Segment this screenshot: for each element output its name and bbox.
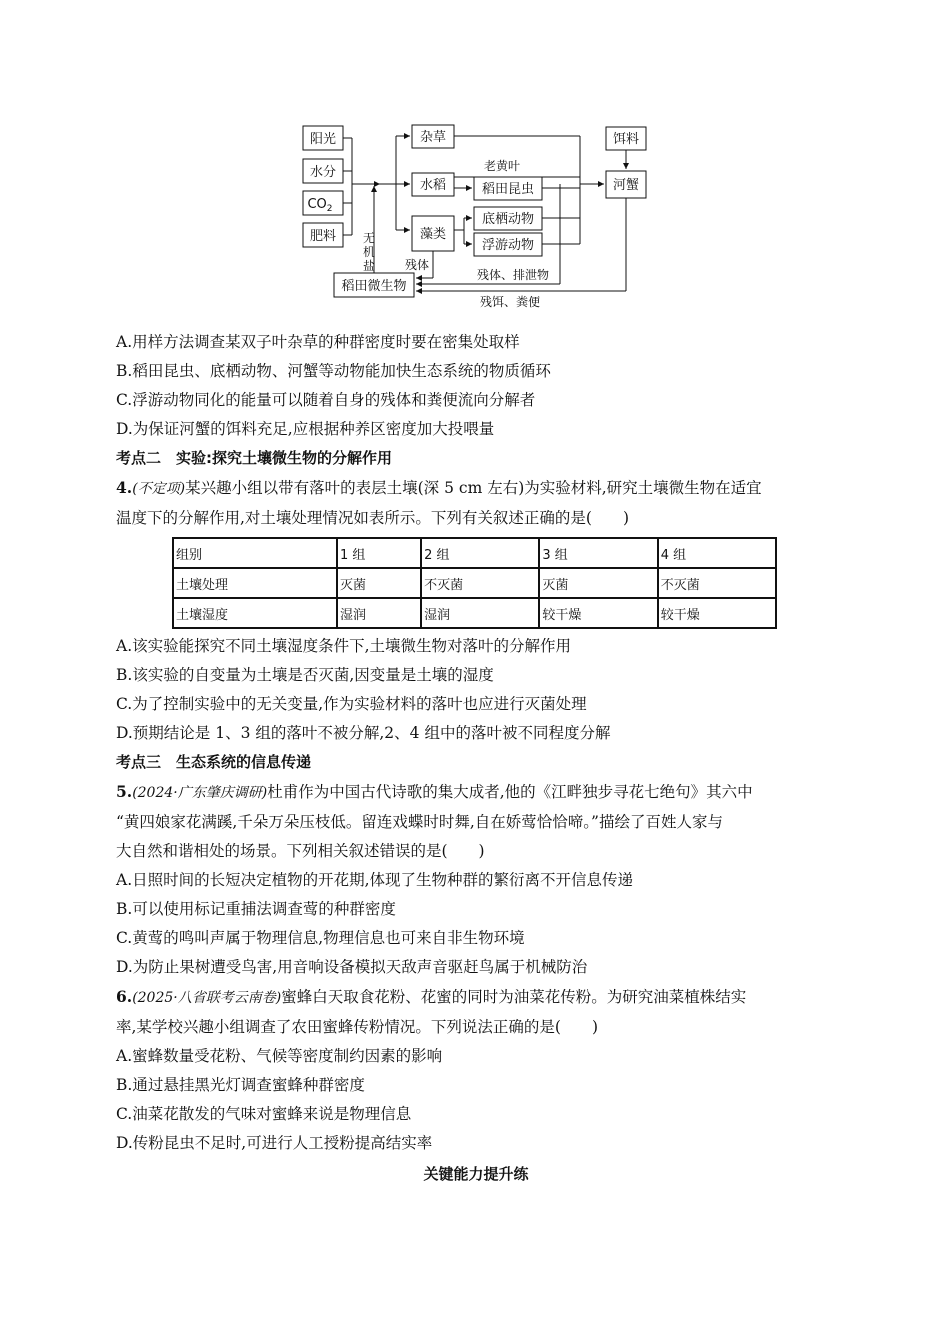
question-content — [116, 328, 836, 1189]
q5-option-b: B.可以使用标记重捕法调查莺的种群密度 — [116, 900, 396, 918]
q5-source: (2024·广东肇庆调研) — [132, 785, 268, 801]
q4-option-b: B.该实验的自变量为土壤是否灭菌,因变量是土壤的湿度 — [116, 666, 494, 684]
q6-stem-2: 率,某学校兴趣小组调查了农田蜜蜂传粉情况。下列说法正确的是( ) — [116, 1018, 599, 1036]
q4-stem-2: 温度下的分解作用,对土壤处理情况如表所示。下列有关叙述正确的是( ) — [116, 509, 630, 527]
q5-stem-2: “黄四娘家花满蹊,千朵万朵压枝低。留连戏蝶时时舞,自在娇莺恰恰啼。”描绘了百姓人家与 — [116, 813, 723, 831]
q4-source: (不定项) — [132, 481, 186, 497]
producer-algae: 藻类 — [419, 227, 447, 242]
table-cell: 组别 — [173, 538, 337, 568]
input-water: 水分 — [309, 165, 337, 180]
q4-stem-1 — [116, 473, 836, 504]
q4-number: 4. — [116, 478, 133, 497]
table-cell: 灭菌 — [539, 568, 657, 598]
q3-option-d: D.为保证河蟹的饵料充足,应根据种养区密度加大投喂量 — [116, 420, 495, 438]
microbe-box: 稻田微生物 — [341, 279, 407, 294]
q5-option-a: A.日照时间的长短决定植物的开花期,体现了生物种群的繁衍离不开信息传递 — [116, 871, 634, 889]
consumer-benthic: 底栖动物 — [481, 212, 535, 227]
crab-box: 河蟹 — [612, 178, 640, 193]
label-leftover-feces: 残饵、粪便 — [479, 295, 541, 309]
q3-option-b: B.稻田昆虫、底栖动物、河蟹等动物能加快生态系统的物质循环 — [116, 362, 551, 380]
table-cell: 湿润 — [421, 598, 539, 628]
table-cell: 不灭菌 — [658, 568, 776, 598]
section-heading-2: 考点二 实验:探究土壤微生物的分解作用 — [116, 449, 393, 467]
q6-option-c: C.油菜花散发的气味对蜜蜂来说是物理信息 — [116, 1105, 412, 1123]
q5-number: 5. — [116, 782, 133, 801]
label-old-leaves: 老黄叶 — [483, 159, 521, 173]
table-cell: 4 组 — [658, 538, 776, 568]
input-co2: $CO_2$ — [307, 197, 333, 214]
q5-stem-1 — [116, 777, 836, 808]
q6-option-a: A.蜜蜂数量受花粉、气候等密度制约因素的影响 — [116, 1047, 443, 1065]
table-row — [173, 598, 776, 628]
consumer-insects: 稻田昆虫 — [481, 182, 535, 197]
q4-option-d: D.预期结论是 1、3 组的落叶不被分解,2、4 组中的落叶被不同程度分解 — [116, 724, 611, 742]
q5-option-c: C.黄莺的鸣叫声属于物理信息,物理信息也可来自非生物环境 — [116, 929, 525, 947]
producer-weeds: 杂草 — [419, 130, 447, 145]
label-residue-excreta: 残体、排泄物 — [476, 268, 550, 282]
q6-stem-text-1: 蜜蜂白天取食花粉、花蜜的同时为油菜花传粉。为研究油菜植株结实 — [281, 988, 747, 1006]
section-heading-3: 考点三 生态系统的信息传递 — [116, 753, 312, 771]
input-sunlight: 阳光 — [309, 132, 337, 147]
label-residue: 残体 — [404, 258, 430, 272]
q4-option-c: C.为了控制实验中的无关变量,作为实验材料的落叶也应进行灭菌处理 — [116, 695, 587, 713]
label-inorganic-2: 机 — [362, 245, 376, 259]
consumer-plankton: 浮游动物 — [481, 238, 535, 253]
footer-section-title: 关键能力提升练 — [423, 1165, 529, 1183]
table-row — [173, 568, 776, 598]
q3-option-c: C.浮游动物同化的能量可以随着自身的残体和粪便流向分解者 — [116, 391, 536, 409]
q4-option-a: A.该实验能探究不同土壤湿度条件下,土壤微生物对落叶的分解作用 — [116, 637, 572, 655]
table-cell: 较干燥 — [658, 598, 776, 628]
label-inorganic-1: 无 — [362, 231, 376, 245]
q6-source: (2025·八省联考云南卷) — [132, 990, 282, 1006]
q5-option-d: D.为防止果树遭受鸟害,用音响设备模拟天敌声音驱赶鸟属于机械防治 — [116, 958, 588, 976]
q5-stem-3: 大自然和谐相处的场景。下列相关叙述错误的是( ) — [116, 842, 485, 860]
label-inorganic-3: 盐 — [362, 259, 376, 273]
q3-option-a: A.用样方法调查某双子叶杂草的种群密度时要在密集处取样 — [116, 333, 520, 351]
input-fertilizer: 肥料 — [309, 229, 337, 244]
q6-option-d: D.传粉昆虫不足时,可进行人工授粉提高结实率 — [116, 1134, 433, 1152]
q4-stem-text-1: 某兴趣小组以带有落叶的表层土壤(深 5 cm 左右)为实验材料,研究土壤微生物在适宜 — [185, 479, 762, 497]
table-cell: 不灭菌 — [421, 568, 539, 598]
feed-box: 饵料 — [612, 132, 640, 147]
table-cell: 土壤处理 — [173, 568, 337, 598]
q5-stem-text-1: 杜甫作为中国古代诗歌的集大成者,他的《江畔独步寻花七绝句》其六中 — [267, 783, 753, 801]
table-header-row — [173, 538, 776, 568]
table-cell: 2 组 — [421, 538, 539, 568]
ecosystem-diagram — [290, 118, 650, 313]
q6-number: 6. — [116, 987, 133, 1006]
treatment-table — [172, 537, 777, 629]
table-cell: 土壤湿度 — [173, 598, 337, 628]
table-cell: 1 组 — [337, 538, 421, 568]
producer-rice: 水稻 — [419, 178, 447, 193]
table-cell: 湿润 — [337, 598, 421, 628]
table-cell: 3 组 — [539, 538, 657, 568]
table-cell: 灭菌 — [337, 568, 421, 598]
q6-stem-1 — [116, 982, 836, 1013]
q6-option-b: B.通过悬挂黑光灯调查蜜蜂种群密度 — [116, 1076, 365, 1094]
table-cell: 较干燥 — [539, 598, 657, 628]
